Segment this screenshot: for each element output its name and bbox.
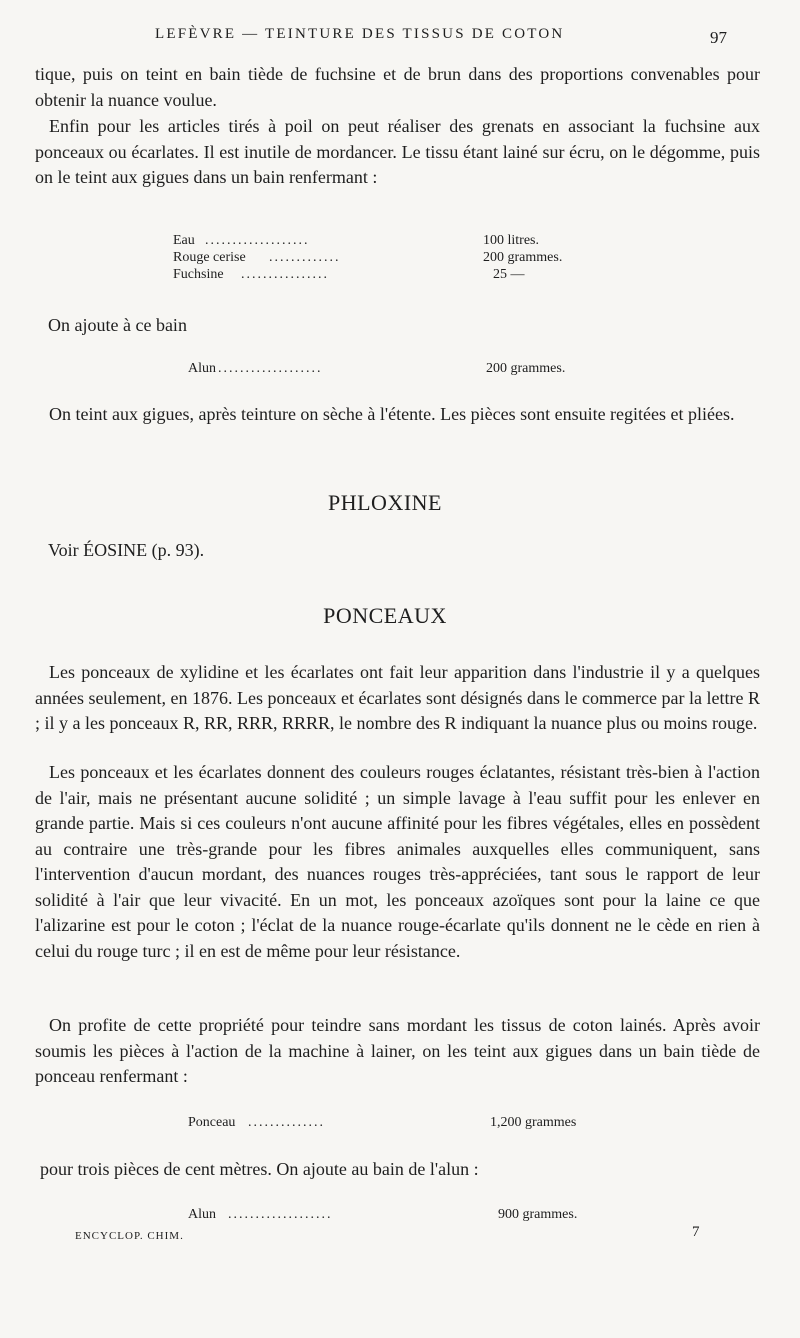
leader-dots: ................ (241, 267, 329, 282)
ingredient-name: Rouge cerise (173, 250, 246, 265)
section-heading-ponceaux: PONCEAUX (323, 603, 447, 628)
footer-signature: 7 (692, 1224, 700, 1240)
ingredient-name: Fuchsine (173, 267, 224, 282)
recipe-table-4 (188, 1206, 618, 1223)
recipe-row (188, 1206, 618, 1223)
recipe-row (188, 360, 608, 377)
paragraph-7: Les ponceaux et les écarlates donnent des couleurs rouges éclatantes, résistant très-bien à l'action de l'air, mais ne présentant aucune solidité ; un simple lavage à l'eau suffit pour les enlever en grande partie. Mais si ces couleurs n'ont aucune affinité pour les fibres végétales, elles en possèdent au contraire une très-grande pour les fibres animales auxquelles elles communiquent, sans l'intervention d'aucun mordant, des nuances rouges très-appréciées, tant sous le rapport de leur solidité à l'air que leur vivacité. En un mot, les ponceaux azoïques sont pour la laine ce que l'alizarine est pour le coton ; l'éclat de la nuance rouge-écarlate qu'ils donnent ne le cède en rien à celui du rouge turc ; il en est de même pour leur résistance. (35, 762, 760, 961)
ingredient-quantity: 25 — (493, 267, 525, 282)
ingredient-name: Alun (188, 1207, 216, 1222)
paragraph-2: Enfin pour les articles tirés à poil on peut réaliser des grenats en associant la fuchsine aux ponceaux ou écarlates. Il est inutile de mordancer. Le tissu étant lainé sur écru, on le dégomme, puis on le teint aux gigues dans un bain renfermant : (35, 116, 760, 187)
leader-dots: ................... (205, 233, 310, 248)
ingredient-quantity: 200 grammes. (486, 361, 566, 376)
footer-collection: ENCYCLOP. CHIM. (75, 1230, 184, 1242)
paragraph-9: pour trois pièces de cent mètres. On ajoute au bain de l'alun : (40, 1159, 479, 1179)
recipe-table-3 (188, 1114, 608, 1131)
recipe-row (173, 232, 593, 249)
leader-dots: ................... (218, 361, 323, 376)
leader-dots: .............. (248, 1115, 325, 1130)
leader-dots: ............. (269, 250, 341, 265)
leader-dots: ................... (228, 1207, 333, 1222)
paragraph-4: On teint aux gigues, après teinture on sèche à l'étente. Les pièces sont ensuite regitées et pliées. (49, 404, 735, 424)
ingredient-quantity: 100 litres. (483, 233, 539, 248)
recipe-row (188, 1114, 608, 1131)
section-heading-phloxine: PHLOXINE (328, 490, 442, 515)
ingredient-quantity: 200 grammes. (483, 250, 563, 265)
paragraph-6: Les ponceaux de xylidine et les écarlates ont fait leur apparition dans l'industrie il y a quelques années seulement, en 1876. Les ponceaux et écarlates sont désignés dans le commerce par la lettre R ; il y a les ponceaux R, RR, RRR, RRRR, le nombre des R indiquant la nuance plus ou moins rouge. (35, 662, 760, 733)
paragraph-5: Voir ÉOSINE (p. 93). (48, 540, 205, 560)
recipe-row (173, 266, 593, 283)
ingredient-name: Ponceau (188, 1115, 236, 1130)
running-header (0, 26, 800, 50)
recipe-row (173, 249, 593, 266)
recipe-table-1 (173, 232, 593, 283)
ingredient-name: Alun (188, 361, 216, 376)
ingredient-quantity: 900 grammes. (498, 1207, 578, 1222)
paragraph-1: tique, puis on teint en bain tiède de fuchsine et de brun dans des proportions convenables pour obtenir la nuance voulue. (35, 64, 760, 110)
page-number: 97 (710, 28, 727, 47)
paragraph-3: On ajoute à ce bain (48, 315, 187, 335)
paragraph-8: On profite de cette propriété pour teindre sans mordant les tissus de coton lainés. Après avoir soumis les pièces à l'action de la machine à lainer, on les teint aux gigues dans un bain tiède de ponceau renfermant : (35, 1015, 760, 1086)
recipe-table-2 (188, 360, 608, 377)
ingredient-name: Eau (173, 233, 195, 248)
header-title: LEFÈVRE — TEINTURE DES TISSUS DE COTON (155, 26, 565, 42)
ingredient-quantity: 1,200 grammes (490, 1115, 577, 1130)
